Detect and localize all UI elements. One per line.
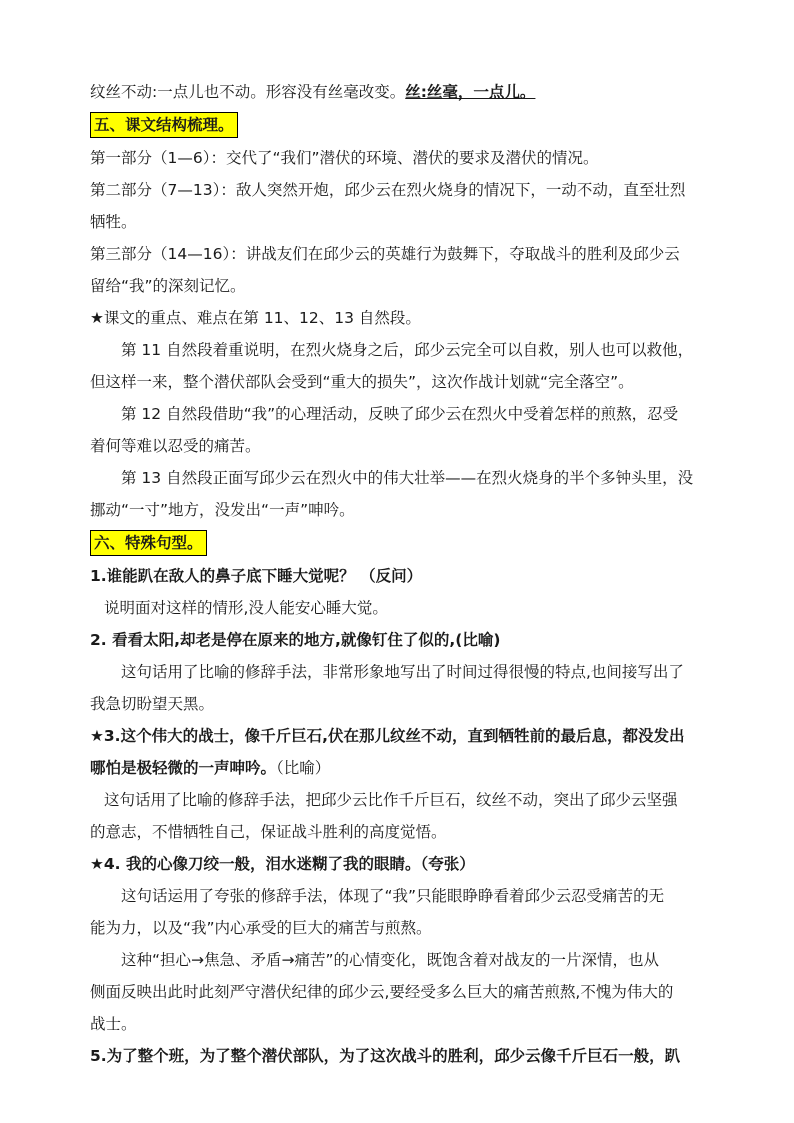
section5-part2-line2: 牺牲。 [90,213,137,231]
sentence3-line2 [90,752,704,784]
sentence4-explanation2-line3: 战士。 [90,1015,137,1033]
intro-underlined-note: 丝:丝毫，一点儿。 [405,83,536,101]
sentence1-explanation: 说明面对这样的情形,没人能安心睡大觉。 [104,599,388,617]
section6-heading: 六、特殊句型。 [90,530,207,556]
section5-heading-row [90,108,704,142]
section5-star-note: ★课文的重点、难点在第 11、12、13 自然段。 [90,309,421,327]
section5-p13-line1: 第 13 自然段正面写邱少云在烈火中的伟大壮举——在烈火烧身的半个多钟头里，没 [121,469,694,487]
sentence2-explanation-line2: 我急切盼望天黑。 [90,695,215,713]
sentence4-explanation-line1: 这句话运用了夸张的修辞手法，体现了“我”只能眼睁睁看着邱少云忍受痛苦的无 [121,887,665,905]
section5-p13-line2: 挪动“一寸”地方，没发出“一声”呻吟。 [90,501,355,519]
section5-part3-line2: 留给“我”的深刻记忆。 [90,277,246,295]
sentence3-line2-text: 哪怕是极轻微的一声呻吟。 [90,759,277,777]
sentence2-explanation-line1: 这句话用了比喻的修辞手法，非常形象地写出了时间过得很慢的特点,也间接写出了 [121,663,684,681]
section6-heading-row [90,526,704,560]
section5-p12-line2: 着何等难以忍受的痛苦。 [90,437,261,455]
section5-part1: 第一部分（1—6）：交代了“我们”潜伏的环境、潜伏的要求及潜伏的情况。 [90,149,599,167]
section5-part3-line1: 第三部分（14—16）：讲战友们在邱少云的英雄行为鼓舞下，夺取战斗的胜利及邱少云 [90,245,680,263]
sentence3-explanation-line1: 这句话用了比喻的修辞手法，把邱少云比作千斤巨石，纹丝不动，突出了邱少云坚强 [104,791,678,809]
sentence4-explanation2-line2: 侧面反映出此时此刻严守潜伏纪律的邱少云,要经受多么巨大的痛苦煎熬,不愧为伟大的 [90,983,674,1001]
section5-part2-line1: 第二部分（7—13）：敌人突然开炮，邱少云在烈火烧身的情况下，一动不动，直至壮烈 [90,181,686,199]
sentence3-tag: （比喻） [276,759,331,777]
section5-p12-line1: 第 12 自然段借助“我”的心理活动，反映了邱少云在烈火中受着怎样的煎熬，忍受 [121,405,679,423]
sentence4-explanation-line2: 能为力，以及“我”内心承受的巨大的痛苦与煎熬。 [90,919,432,937]
intro-text: 纹丝不动:一点儿也不动。形容没有丝毫改变。 [90,83,406,101]
sentence1: 1.谁能趴在敌人的鼻子底下睡大觉呢？ （反问） [90,567,423,585]
section5-p11-line1: 第 11 自然段着重说明，在烈火烧身之后，邱少云完全可以自救，别人也可以救他， [121,341,694,359]
sentence2: 2. 看看太阳,却老是停在原来的地方,就像钉住了似的,(比喻) [90,631,501,649]
sentence4: ★4. 我的心像刀绞一般，泪水迷糊了我的眼睛。（夸张） [90,855,475,873]
intro-line [90,76,704,108]
sentence5-line1: 5.为了整个班，为了整个潜伏部队，为了这次战斗的胜利，邱少云像千斤巨石一般，趴 [90,1047,681,1065]
sentence3-explanation-line2: 的意志，不惜牺牲自己，保证战斗胜利的高度觉悟。 [90,823,447,841]
sentence4-explanation2-line1: 这种“担心→焦急、矛盾→痛苦”的心情变化，既饱含着对战友的一片深情，也从 [121,951,660,969]
section5-heading: 五、课文结构梳理。 [90,112,238,138]
section5-p11-line2: 但这样一来，整个潜伏部队会受到“重大的损失”，这次作战计划就“完全落空”。 [90,373,634,391]
sentence3-line1: ★3.这个伟大的战士，像千斤巨石,伏在那儿纹丝不动，直到牺牲前的最后息，都没发出 [90,727,685,745]
